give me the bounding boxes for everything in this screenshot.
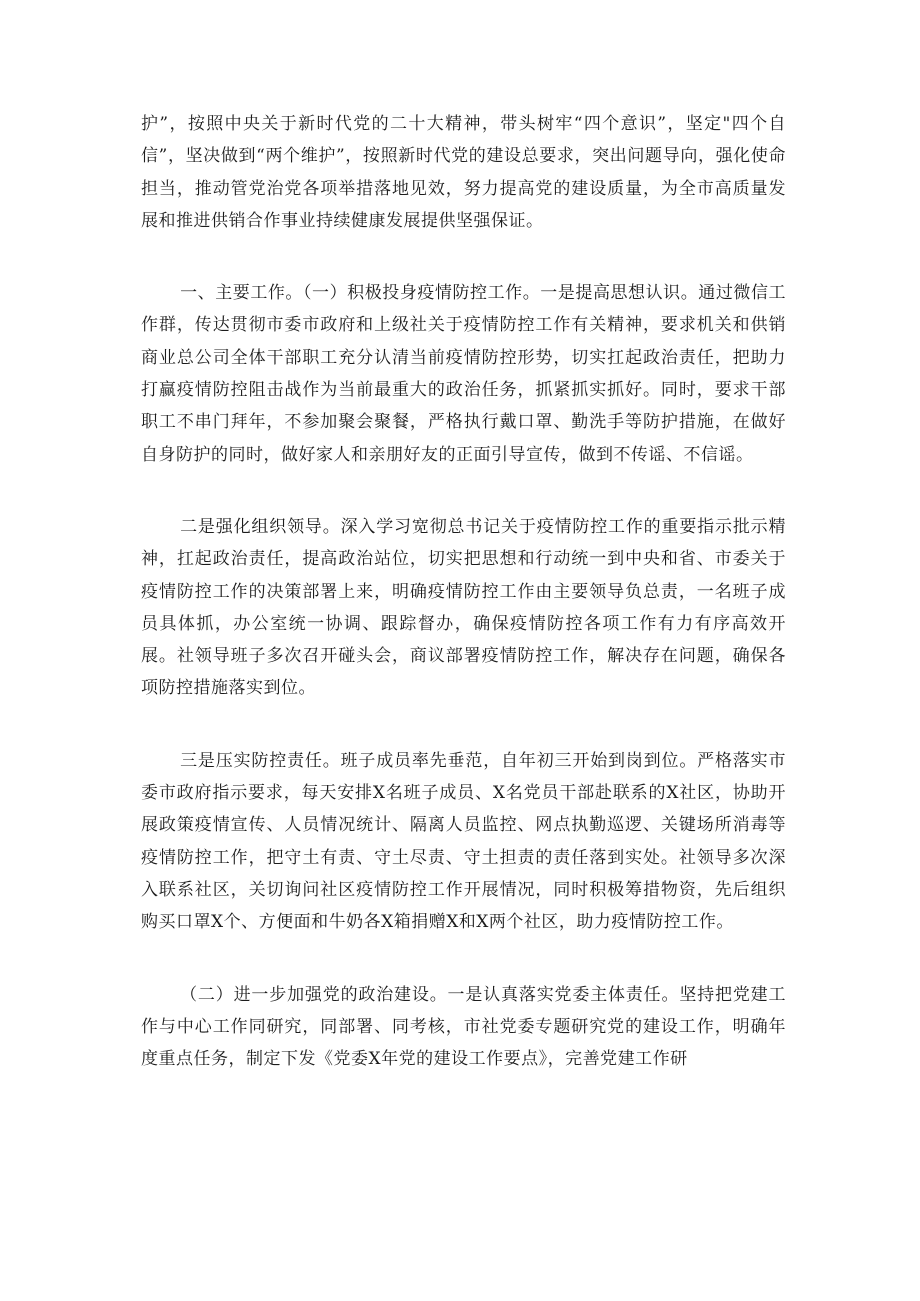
paragraph-main-work: 一、主要工作。（一）积极投身疫情防控工作。一是提高思想认识。通过微信工作群，传达贯彻市委市政府和上级社关于疫情防控工作有关精神，要求机关和供销商业总公司全体干部职工充分认清当前疫情防控形势，切实扛起政治责任，把助力打赢疫情防控阻击战作为当前最重大的政治任务，抓紧抓实抓好。同时，要求干部职工不串门拜年，不参加聚会聚餐，严格执行戴口罩、勤洗手等防护措施，在做好自身防护的同时，做好家人和亲朋好友的正面引导宣传，做到不传谣、不信谣。: [141, 283, 786, 465]
paragraph-political-building: （二）进一步加强党的政治建设。一是认真落实党委主体责任。坚持把党建工作与中心工作同研究，同部署、同考核，市社党委专题研究党的建设工作，明确年度重点任务，制定下发《党委X年党的建设工作要点》，完善党建工作研: [141, 984, 786, 1070]
paragraph-prevention-responsibility: 三是压实防控责任。班子成员率先垂范，自年初三开始到岗到位。严格落实市委市政府指示要求，每天安排X名班子成员、X名党员干部赴联系的X社区，协助开展政策疫情宣传、人员情况统计、隔离人员监控、网点执勤巡逻、关键场所消毒等疫情防控工作，把守土有责、守土尽责、守土担责的责任落到实处。社领导多次深入联系社区，关切询问社区疫情防控工作开展情况，同时积极筹措物资，先后组织购买口罩X个、方便面和牛奶各X箱捐赠X和X两个社区，助力疫情防控工作。: [141, 750, 786, 933]
paragraph-continued: 护”，按照中央关于新时代党的二十大精神，带头树牢“四个意识”，坚定"四个自信”，坚决做到“两个维护”，按照新时代党的建设总要求，突出问题导向，强化使命担当，推动管党治党各项举措落地见效，努力提高党的建设质量，为全市高质量发展和推进供销合作事业持续健康发展提供坚强保证。: [141, 114, 786, 231]
document-body: [141, 108, 786, 1075]
paragraph-organization-leadership: 二是强化组织领导。深入学习宽彻总书记关于疫情防控工作的重要指示批示精神，扛起政治责任，提高政治站位，切实把思想和行动统一到中央和省、市委关于疫情防控工作的决策部署上来，明确疫情防控工作由主要领导负总责，一名班子成员具体抓，办公室统一协调、跟踪督办，确保疫情防控各项工作有力有序高效开展。社领导班子多次召开碰头会，商议部署疫情防控工作，解决存在问题，确保各项防控措施落实到位。: [141, 516, 786, 699]
